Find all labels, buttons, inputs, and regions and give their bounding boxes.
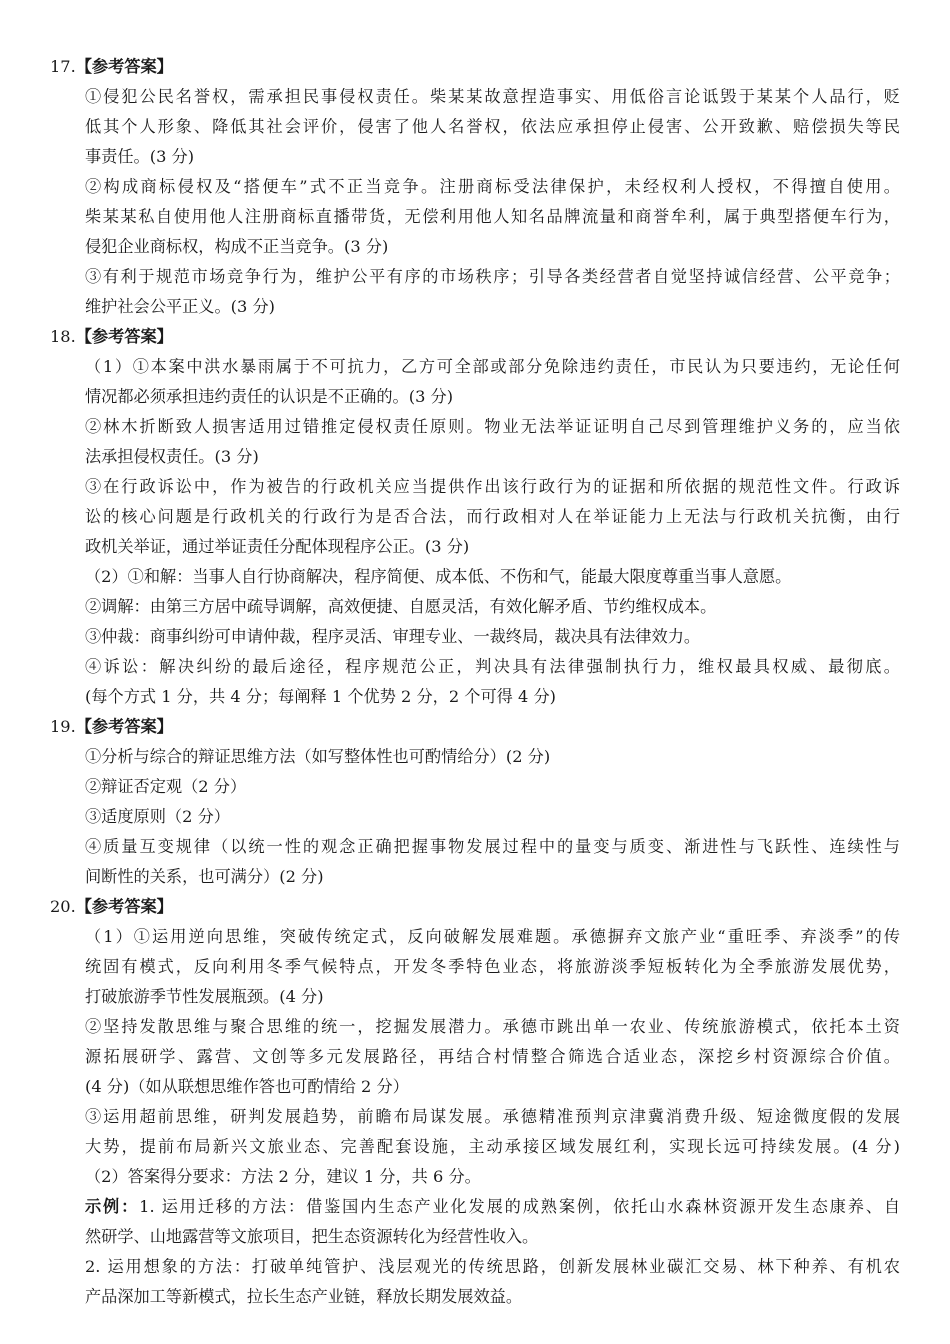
example-label: 示例： (85, 1197, 140, 1216)
q20-line-8: 大势，提前布局新兴文旅业态、完善配套设施，主动承接区域发展红利，实现长远可持续发展。(4 分) (85, 1137, 900, 1156)
q17-line-1: ①侵犯公民名誉权，需承担民事侵权责任。柴某某故意捏造事实、用低俗言论诋毁于某某个人品行，贬 (85, 87, 900, 106)
example-text: 1. 运用迁移的方法：借鉴国内生态产业化发展的成熟案例，依托山水森林资源开发生态康养、自 (139, 1197, 901, 1216)
q20-line-9: （2）答案得分要求：方法 2 分，建议 1 分，共 6 分。 (85, 1167, 481, 1186)
q17-line-7: ③有利于规范市场竞争行为，维护公平有序的市场秩序；引导各类经营者自觉坚持诚信经营、公平竞争； (85, 267, 900, 286)
question-19-heading (50, 712, 173, 742)
q20-example-line-2: 然研学、山地露营等文旅项目，把生态资源转化为经营性收入。 (85, 1227, 539, 1246)
q19-line-3: ③适度原则（2 分） (85, 807, 230, 826)
q19-line-2: ②辩证否定观（2 分） (85, 777, 247, 796)
q18-line-1: （1）①本案中洪水暴雨属于不可抗力，乙方可全部或部分免除违约责任，市民认为只要违约，无论任何 (85, 357, 900, 376)
q20-line-4: ②坚持发散思维与聚合思维的统一，挖掘发展潜力。承德市跳出单一农业、传统旅游模式，依托本土资 (85, 1017, 900, 1036)
q17-line-6: 侵犯企业商标权，构成不正当竞争。(3 分) (85, 237, 389, 256)
q18-line-3: ②林木折断致人损害适用过错推定侵权责任原则。物业无法举证证明自己尽到管理维护义务的，应当依 (85, 417, 900, 436)
question-18-heading (50, 322, 173, 352)
question-20-heading (50, 892, 173, 922)
q18-line-10: ③仲裁：商事纠纷可申请仲裁，程序灵活、审理专业、一裁终局，裁决具有法律效力。 (85, 627, 701, 646)
answer-label: 【参考答案】 (75, 327, 173, 346)
q19-line-4: ④质量互变规律（以统一性的观念正确把握事物发展过程中的量变与质变、渐进性与飞跃性、连续性与 (85, 837, 900, 856)
q20-line-6: (4 分)（如从联想思维作答也可酌情给 2 分） (85, 1077, 409, 1096)
question-number: 17. (50, 57, 76, 76)
answer-label: 【参考答案】 (75, 57, 173, 76)
q17-line-5: 柴某某私自使用他人注册商标直播带货，无偿利用他人知名品牌流量和商誉牟利，属于典型搭便车行为， (85, 207, 900, 226)
question-17-heading (50, 52, 173, 82)
q20-line-3: 打破旅游季节性发展瓶颈。(4 分) (85, 987, 324, 1006)
answer-label: 【参考答案】 (75, 897, 173, 916)
q17-line-3: 事责任。(3 分) (85, 147, 195, 166)
q18-line-5: ③在行政诉讼中，作为被告的行政机关应当提供作出该行政行为的证据和所依据的规范性文件。行政诉 (85, 477, 900, 496)
page-footer-strip (0, 1332, 950, 1344)
q18-line-7: 政机关举证，通过举证责任分配体现程序公正。(3 分) (85, 537, 470, 556)
q17-line-8: 维护社会公平正义。(3 分) (85, 297, 275, 316)
q18-line-9: ②调解：由第三方居中疏导调解，高效便捷、自愿灵活，有效化解矛盾、节约维权成本。 (85, 597, 717, 616)
question-number: 18. (50, 327, 76, 346)
q20-line-7: ③运用超前思维，研判发展趋势，前瞻布局谋发展。承德精准预判京津冀消费升级、短途微度假的发展 (85, 1107, 900, 1126)
q18-line-6: 讼的核心问题是行政机关的行政行为是否合法，而行政相对人在举证能力上无法与行政机关抗衡，由行 (85, 507, 900, 526)
q20-line-5: 源拓展研学、露营、文创等多元发展路径，再结合村情整合筛选合适业态，深挖乡村资源综合价值。 (85, 1047, 900, 1066)
q20-example-line-3: 2. 运用想象的方法：打破单纯管护、浅层观光的传统思路，创新发展林业碳汇交易、林下种养、有机农 (85, 1257, 900, 1276)
question-number: 19. (50, 717, 76, 736)
q17-line-2: 低其个人形象、降低其社会评价，侵害了他人名誉权，依法应承担停止侵害、公开致歉、赔偿损失等民 (85, 117, 900, 136)
question-number: 20. (50, 897, 76, 916)
q18-line-12: (每个方式 1 分，共 4 分；每阐释 1 个优势 2 分，2 个可得 4 分) (85, 687, 556, 706)
q18-line-4: 法承担侵权责任。(3 分) (85, 447, 259, 466)
q20-example-line-1 (85, 1192, 900, 1222)
q17-line-4: ②构成商标侵权及“搭便车”式不正当竞争。注册商标受法律保护，未经权利人授权，不得擅自使用。 (85, 177, 900, 196)
q20-example-line-4: 产品深加工等新模式，拉长生态产业链，释放长期发展效益。 (85, 1287, 523, 1306)
q18-line-8: （2）①和解：当事人自行协商解决，程序简便、成本低、不伤和气，能最大限度尊重当事人意愿。 (85, 567, 792, 586)
answer-label: 【参考答案】 (75, 717, 173, 736)
q18-line-11: ④诉讼：解决纠纷的最后途径，程序规范公正，判决具有法律强制执行力，维权最具权威、最彻底。 (85, 657, 900, 676)
q20-line-1: （1）①运用逆向思维，突破传统定式，反向破解发展难题。承德摒弃文旅产业“重旺季、弃淡季”的传 (85, 927, 900, 946)
q20-line-2: 统固有模式，反向利用冬季气候特点，开发冬季特色业态，将旅游淡季短板转化为全季旅游发展优势， (85, 957, 900, 976)
q19-line-1: ①分析与综合的辩证思维方法（如写整体性也可酌情给分）(2 分) (85, 747, 551, 766)
q18-line-2: 情况都必须承担违约责任的认识是不正确的。(3 分) (85, 387, 454, 406)
q19-line-5: 间断性的关系，也可满分）(2 分) (85, 867, 324, 886)
